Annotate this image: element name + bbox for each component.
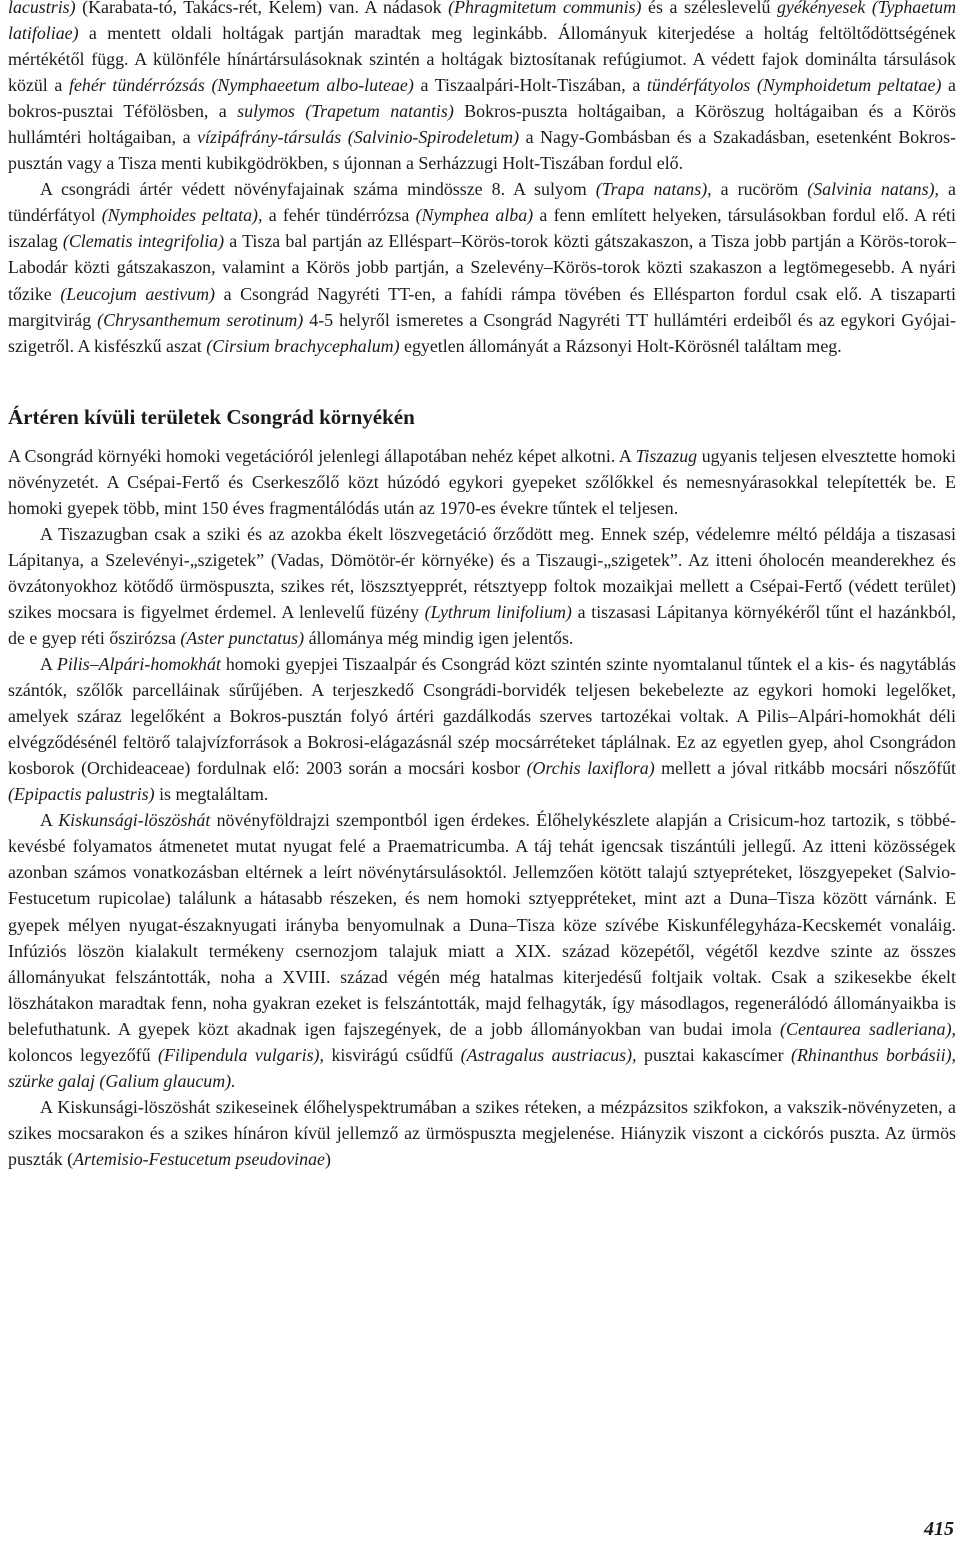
section-outside-floodplain (8, 443, 956, 1172)
document-page (8, 0, 956, 1172)
text-run: és a széleslevelű (641, 0, 777, 17)
section-ararter-vegetation (8, 0, 956, 359)
italic-term: (Orchis laxiflora) (526, 758, 655, 779)
text-run: a Csongrád Nagyréti TT-en, a fahídi rámpa tövében és Ellésparton fordul csak elő. A tiszaparti margitvirág (8, 283, 956, 330)
text-run: a bokros-pusztai Téfölösben, a (8, 75, 956, 122)
text-run: homoki gyepjei Tiszaalpár és Csongrád közt szintén szinte nyomtalanul tűntek el a kis- és nagytáblás szántók, szőlők parcelláinak sűrűjében. A terjeszkedő Csongrádi-borvidék teljesen bekebelezte az egykori homoki legelőket, amelyek száraz legelőként a Bokros-pusztán folyó ártéri gazdálkodás szerves tartozékai voltak. A Pilis–Alpári-homokhát déli elvégződésénél feltörő talajvízforrások a Bokrosi-elágazásnál szép mocsárréteket táplálnak. Ez az egyetlen gyep, ahol Csongrádon kosborok (Orchideaceae) fordulnak elő: 2003 során a mocsári kosbor (8, 654, 956, 779)
text-run: állománya még mindig igen jelentős. (304, 627, 574, 648)
text-run: egyetlen állományát a Rázsonyi Holt-Körösnél találtam meg. (399, 335, 842, 356)
italic-term: (Nymphoides peltata), (101, 205, 263, 226)
text-run: 4-5 helyről ismeretes a Csongrád Nagyréti TT hullámtéri erdeiből és az egykori Gyójai-szigetről. A kisfészkű aszat (8, 309, 956, 356)
text-run: kisvirágú csűdfű (324, 1044, 461, 1065)
text-run: mellett a jóval ritkább mocsári nőszőfűt (654, 758, 957, 779)
text-run: A csongrádi ártér védett növényfajainak száma mindössze 8. A sulyom (40, 179, 596, 200)
paragraph (8, 0, 956, 176)
paragraph (8, 443, 956, 521)
text-run: ugyanis teljesen elvesztette homoki növényzetét. A Csépai-Fertő és Cserkeszőlő közt húzódó egykori gyepeket szőlőkkel és nemesnyárasokkal telepítették be. E homoki gyepek több, mint 150 éves fragmentálódás után az 1970-es évekre tűntek el teljesen. (8, 445, 956, 518)
text-run: a Tiszaalpári-Holt-Tiszában, a (413, 75, 647, 96)
italic-term: (Cirsium brachycephalum) (206, 335, 400, 356)
italic-term: (Chrysanthemum serotinum) (97, 309, 304, 330)
italic-term: (Rhinanthus borbásii), szürke galaj (Galium glaucum). (8, 1044, 957, 1091)
text-run: a tiszasasi Lápitanya környékéről tűnt el hazánkból, de e gyep réti őszirózsa (8, 601, 956, 648)
italic-term: Pilis–Alpári-homokhát (56, 654, 221, 675)
italic-term: gyékényesek (Typhaetum latifoliae) (8, 0, 957, 44)
italic-term: Artemisio-Festucetum pseudovinae (73, 1148, 325, 1169)
italic-term: (Astragalus austriacus), (460, 1044, 637, 1065)
italic-term: (Phragmitetum communis) (448, 0, 642, 17)
italic-term: fehér tündérrózsás (Nymphaeetum albo-luteae) (68, 75, 414, 96)
italic-term: (Aster punctatus) (180, 627, 305, 648)
text-run: A Tiszazugban csak a sziki és az azokba ékelt löszvegetáció őrződött meg. Ennek szép, védelemre méltó példája a tiszasasi Lápitanya, a Szelevényi-„szigetek” (Vadas, Dömötör-ér környéke) és a Tiszaugi-„szigetek”. Az itteni óholocén meanderekhez és övzátonyokhoz kötődő ürmöspuszta, szikes rét, löszsztyepprét, rétsztyepp foltok mozaikjai mellett a Csépai-Fertő (védett terület) szikes mocsara is figyelmet érdemel. A lenlevelű füzény (8, 523, 956, 622)
text-run: A Csongrád környéki homoki vegetációról jelenlegi állapotában nehéz képet alkotni. A (8, 445, 636, 466)
text-run: is megtaláltam. (154, 784, 269, 805)
italic-term: lacustris) (8, 0, 76, 17)
italic-term: (Lythrum linifolium) (424, 601, 572, 622)
text-run: növényföldrajzi szempontból igen érdekes. Élőhelykészlete alapján a Crisicum-hoz tartozik, s többé-kevésbé folyamatos átmenetet mutat nyugat felé a Praematricumba. A táj tehát igencsak tiszántúli jellegű. Az itteni közösségek azonban számos vonatkozásban eltérnek a leírt növénytársulásoktól. Jellemzően kötött talajú sztyepréteket, löszgyepeket (Salvio-Festucetum rupicolae) találunk a hátasabb részeken, és nem homoki sztyeppréteket, mint azt a Duna–Tisza között várnánk. E gyepek mélyen nyugat-északnyugati irányba benyomulnak a Duna–Tisza köze szívébe Kiskunfélegyháza-Kecskemét vonaláig. Infúziós löszön kialakult termékeny csernozjom talajuk miatt a XIX. század közepétől, végétől kezdve szinte az összes állományukat felszántották, noha a XVIII. század végén még hatalmas kiterjedésű foltjaik voltak. Csak a szikesekbe ékelt löszhátakon maradtak fenn, noha gyakran ezeket is felszántották, majd felhagyták, így másodlagos, regenerálódó állományaikba is belefuthatunk. A gyepek közt akadnak igen fajszegények, de a jobb állományokban van budai imola (8, 810, 956, 1039)
italic-term: sulymos (Trapetum natantis) (237, 101, 454, 122)
italic-term: (Epipactis palustris) (8, 784, 155, 805)
paragraph (8, 176, 956, 358)
text-run: a fehér tündérrózsa (262, 205, 416, 226)
italic-term: (Centaurea sadleriana), (780, 1018, 956, 1039)
paragraph (8, 521, 956, 651)
text-run: Bokros-puszta holtágaiban, a Köröszug holtágaiban és a Körös hullámtéri holtágaiban, a (8, 101, 956, 148)
italic-term: (Nymphea alba) (415, 205, 534, 226)
italic-term: (Salvinia natans), (807, 179, 940, 200)
paragraph (8, 651, 956, 807)
text-run: A (40, 654, 57, 675)
page-number: 415 (924, 1518, 954, 1540)
text-run: A Kiskunsági-löszöshát szikeseinek élőhelyspektrumában a szikes réteken, a mézpázsitos szikfokon, a vakszik-növényzeten, a szikes mocsarakon és a szikes hínáron kívül jellemző az ürmöspuszta megjelenése. Hiányzik viszont a cickórós puszta. Az ürmös puszták ( (8, 1096, 956, 1169)
text-run: a Nagy-Gombásban és a Szakadásban, esetenként Bokros-pusztán vagy a Tisza menti kubikgödrökben, s újonnan a Serházzugi Holt-Tiszában fordul elő. (8, 127, 956, 174)
italic-term: Kiskunsági-löszöshát (58, 810, 211, 831)
paragraph (8, 1094, 956, 1172)
text-run: (Karabata-tó, Takács-rét, Kelem) van. A nádasok (75, 0, 449, 17)
text-run: a Tisza bal partján az Elléspart–Körös-torok közti gátszakaszon, a Tisza jobb partján a Körös-torok–Labodár közti gátszakaszon, valamint a Körös jobb partján, a Szelevény–Körös-torok közti szakaszon a legtömegesebb. A nyári tőzike (8, 231, 956, 304)
text-run: a tündérfátyol (8, 179, 956, 226)
text-run: a fenn említett helyeken, társulásokban fordul elő. A réti iszalag (8, 205, 956, 252)
text-run: A (40, 810, 59, 831)
text-run: koloncos legyezőfű (8, 1044, 159, 1065)
italic-term: (Clematis integrifolia) (62, 231, 225, 252)
paragraph (8, 807, 956, 1094)
italic-term: (Filipendula vulgaris), (158, 1044, 324, 1065)
text-run: a rucöröm (711, 179, 808, 200)
text-run: ) (325, 1148, 331, 1169)
italic-term: (Trapa natans), (595, 179, 712, 200)
text-run: a mentett oldali holtágak partján maradtak meg leginkább. Állományuk kiterjedése a holtág feltöltődöttségének mértékétől függ. A különféle hínártársulásoknak szintén a holtágak biztosítanak refúgiumot. A védett fajok dominálta társulások közül a (8, 23, 956, 96)
italic-term: (Leucojum aestivum) (60, 283, 215, 304)
section-heading: Ártéren kívüli területek Csongrád környékén (8, 404, 415, 429)
text-run: pusztai kakascímer (636, 1044, 792, 1065)
italic-term: tündérfátyolos (Nymphoidetum peltatae) (646, 75, 942, 96)
italic-term: vízipáfrány-társulás (Salvinio-Spirodeletum) (197, 127, 520, 148)
italic-term: Tiszazug (635, 445, 698, 466)
